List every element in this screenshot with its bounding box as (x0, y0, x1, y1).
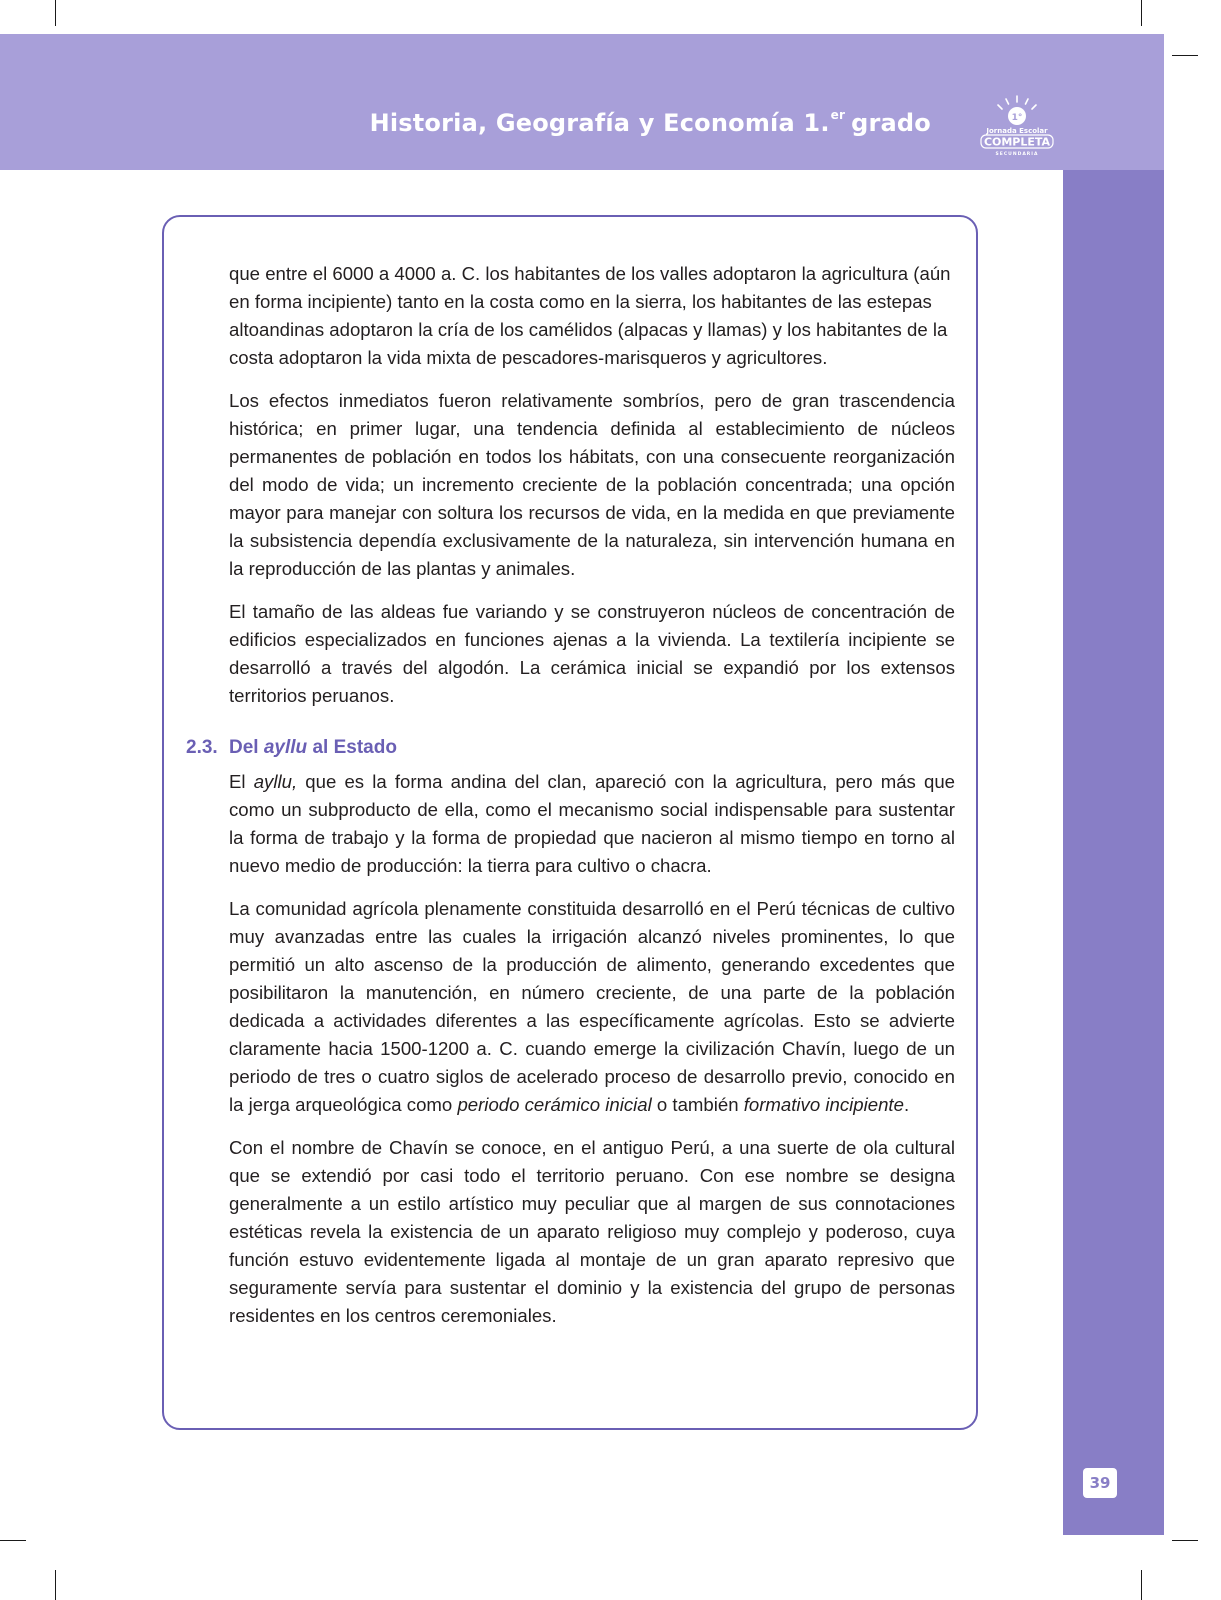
side-bar (1063, 170, 1164, 1535)
comunidad-text1: La comunidad agrícola plenamente constituida desarrolló en el Perú técnicas de cultivo muy avanzadas entre las cuales la irrigación alcanzó niveles prominentes, lo que permitió un alto ascenso de la producción de alimento, generando excedentes que posibilitaron la manutención, en número creciente, de una parte de la población dedicada a actividades diferentes a las específicamente agrícolas. Esto se advierte claramente hacia 1500-1200 a. C. cuando emerge la civilización Chavín, luego de un periodo de tres o cuatro siglos de acelerado proceso de desarrollo previo, conocido en la jerga arqueológica como (229, 898, 955, 1115)
crop-mark (1141, 1570, 1142, 1600)
paragraph: que entre el 6000 a 4000 a. C. los habitantes de los valles adoptaron la agricultura (aún en forma incipiente) tanto en la costa como en la sierra, los habitantes de las estepas altoandinas adoptaron la cría de los camélidos (alpacas y llamas) y los habitantes de la costa adoptaron la vida mixta de pescadores-marisqueros y agricultores. (229, 263, 951, 368)
comunidad-em2: formativo incipiente (743, 1094, 904, 1115)
section-heading (186, 735, 955, 761)
logo-text-main: COMPLETA (983, 135, 1051, 149)
ayllu-term: ayllu, (253, 771, 298, 792)
comunidad-em1: periodo cerámico inicial (457, 1094, 652, 1115)
comunidad-text3: . (903, 1094, 910, 1115)
section-title-em: ayllu (263, 737, 308, 758)
section-number: 2.3. (186, 737, 218, 758)
paragraph-chavin: Con el nombre de Chavín se conoce, en el antiguo Perú, a una suerte de ola cultural que se extendió por casi todo el territorio peruano. Con ese nombre se designa generalmente a un estilo artístico muy peculiar que al margen de sus connotaciones estéticas revela la existencia de un aparato religioso muy complejo y poderoso, cuya función estuvo evidentemente ligada al montaje de un gran aparato represivo que seguramente servía para sustentar el dominio y la existencia del grupo de personas residentes en los centros ceremoniales. (229, 1137, 955, 1326)
header-title-end: grado (851, 109, 931, 137)
text-column (186, 260, 956, 1345)
ayllu-post: que es la forma andina del clan, apareció con la agricultura, pero más que como un subproducto de ella, como el mecanismo social indispensable para sustentar la forma de trabajo y la forma de propiedad que nacieron al mismo tiempo en torno al nuevo medio de producción: la tierra para cultivo o chacra. (229, 771, 956, 876)
crop-mark (0, 1540, 26, 1541)
crop-mark (55, 0, 56, 26)
paragraph: El tamaño de las aldeas fue variando y se construyeron núcleos de concentración de edificios especializados en funciones ajenas a la vivienda. La textilería incipiente se desarrolló a través del algodón. La cerámica inicial se expandió por los extensos territorios peruanos. (229, 601, 955, 706)
header-title-sup: er (830, 108, 846, 122)
crop-mark (1141, 0, 1142, 26)
section-title-pre: Del (229, 737, 264, 758)
logo-text-bottom: SECUNDARIA (995, 152, 1039, 157)
header-title-main: Historia, Geografía y Economía 1. (369, 109, 830, 137)
comunidad-text2: o también (651, 1094, 744, 1115)
section-title-post: al Estado (307, 737, 397, 758)
ayllu-pre: El (229, 771, 254, 792)
jornada-escolar-logo (978, 94, 1056, 158)
paragraph: Los efectos inmediatos fueron relativamente sombríos, pero de gran trascendencia histórica; en primer lugar, una tendencia definida al establecimiento de núcleos permanentes de población en todos los hábitats, con una consecuente reorganización del modo de vida; un incremento creciente de la población concentrada; una opción mayor para manejar con soltura los recursos de vida, en la medida en que previamente la subsistencia dependía exclusivamente de la naturaleza, sin intervención humana en la reproducción de las plantas y animales. (229, 390, 955, 579)
crop-mark (1172, 1540, 1198, 1541)
svg-text:1°: 1° (1011, 113, 1023, 123)
paragraph-ayllu (229, 768, 955, 880)
paragraph-comunidad (229, 895, 955, 1119)
crop-mark (1172, 55, 1198, 56)
logo-text-top: Jornada Escolar (986, 127, 1048, 135)
header-title (370, 108, 931, 137)
page-number: 39 (1083, 1468, 1117, 1498)
crop-mark (55, 1570, 56, 1600)
